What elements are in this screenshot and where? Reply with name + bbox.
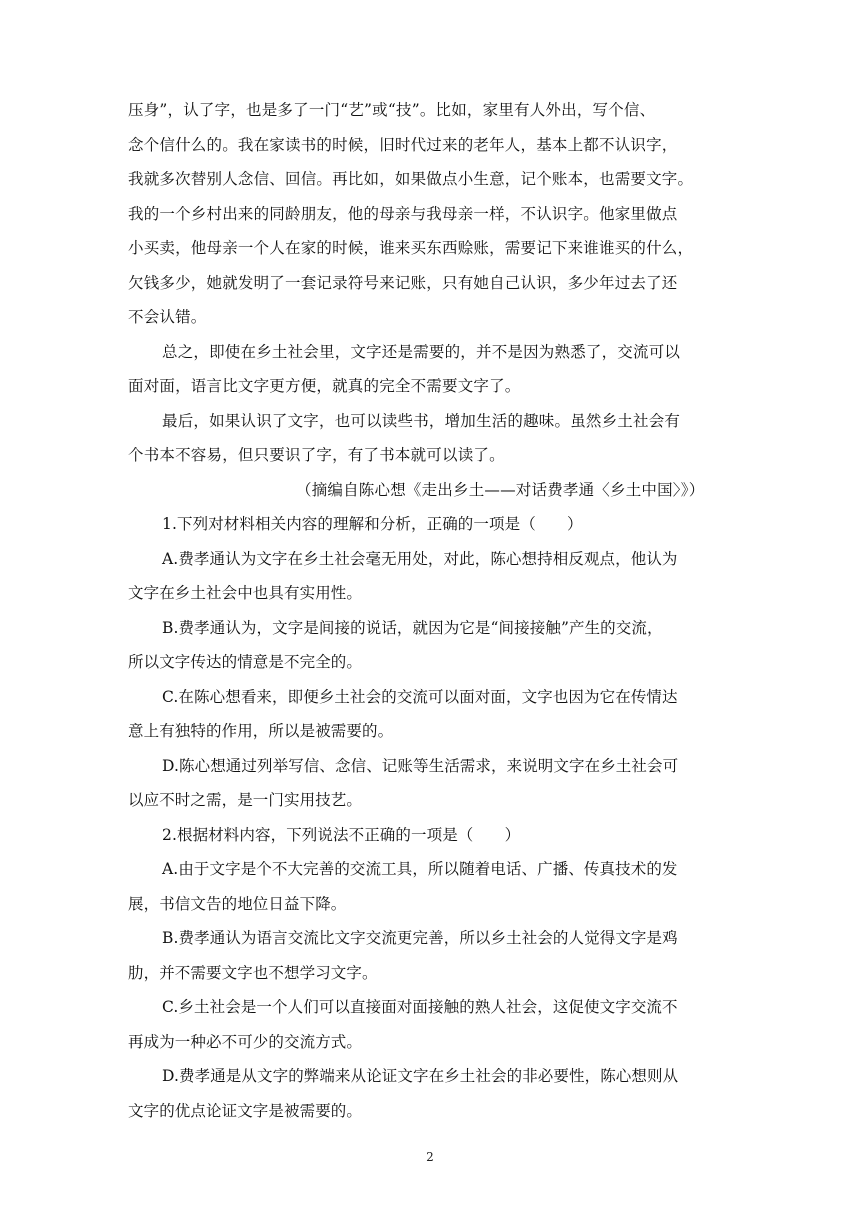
text-line: 我的一个乡村出来的同龄朋友，他的母亲与我母亲一样，不认识字。他家里做点	[128, 204, 678, 223]
option-d	[128, 749, 732, 818]
question-2	[128, 818, 732, 1129]
option-line: B.费孝通认为，文字是间接的说话，就因为它是“间接接触”产生的交流，	[162, 618, 663, 637]
option-line: 文字在乡土社会中也具有实用性。	[128, 584, 363, 602]
option-line: C.乡土社会是一个人们可以直接面对面接触的熟人社会，这促使文字交流不	[162, 998, 678, 1016]
option-line: 所以文字传达的情意是不完全的。	[128, 653, 363, 671]
option-a	[128, 852, 732, 921]
question-1	[128, 507, 732, 818]
passage-paragraph-1	[128, 93, 732, 335]
option-line: A.由于文字是个不大完善的交流工具，所以随着电话、广播、传真技术的发	[162, 860, 678, 878]
option-line: B.费孝通认为语言交流比文字交流更完善，所以乡土社会的人觉得文字是鸡	[162, 929, 678, 947]
passage-source-citation: （摘编自陈心想《走出乡土——对话费孝通〈乡土中国〉》）	[296, 480, 705, 499]
option-line: D.陈心想通过列举写信、念信、记账等生活需求，来说明文字在乡土社会可	[162, 756, 679, 775]
option-line: 文字的优点论证文字是被需要的。	[128, 1101, 363, 1120]
text-line: 不会认错。	[128, 308, 207, 326]
option-line: 意上有独特的作用，所以是被需要的。	[128, 722, 394, 740]
text-line: 念个信什么的。我在家读书的时候，旧时代过来的老年人，基本上都不认识字，	[128, 135, 678, 154]
page-number: 2	[426, 1150, 434, 1164]
text-line: 总之，即使在乡土社会里，文字还是需要的，并不是因为熟悉了，交流可以	[162, 342, 681, 361]
option-b	[128, 611, 732, 680]
option-line: 以应不时之需，是一门实用技艺。	[128, 791, 363, 809]
option-line: A.费孝通认为文字在乡土社会毫无用处，对此，陈心想持相反观点，他认为	[162, 549, 678, 568]
option-c	[128, 680, 732, 749]
text-line: 小买卖，他母亲一个人在家的时候，谁来买东西赊账，需要记下来谁谁买的什么，	[128, 239, 694, 257]
option-c	[128, 990, 732, 1059]
option-a	[128, 542, 732, 611]
question-stem: 1.下列对材料相关内容的理解和分析，正确的一项是（ ）	[162, 515, 583, 533]
option-line: D.费孝通是从文字的弊端来从论证文字在乡土社会的非必要性，陈心想则从	[162, 1067, 679, 1085]
option-d	[128, 1059, 732, 1128]
text-line: 面对面，语言比文字更方便，就真的完全不需要文字了。	[128, 377, 521, 395]
option-line: 展，书信文告的地位日益下降。	[128, 894, 347, 913]
option-line: C.在陈心想看来，即便乡土社会的交流可以面对面，文字也因为它在传情达	[162, 687, 678, 706]
option-b	[128, 921, 732, 990]
question-stem: 2.根据材料内容，下列说法不正确的一项是（ ）	[162, 825, 521, 844]
text-line: 个书本不容易，但只要识了字，有了书本就可以读了。	[128, 446, 505, 464]
option-line: 肋，并不需要文字也不想学习文字。	[128, 963, 378, 982]
passage-paragraph-3	[128, 404, 732, 473]
text-line: 压身”，认了字，也是多了一门“艺”或“技”。比如，家里有人外出，写个信、	[128, 101, 656, 119]
text-line: 欠钱多少，她就发明了一套记录符号来记账，只有她自己认识，多少年过去了还	[128, 273, 678, 292]
option-line: 再成为一种必不可少的交流方式。	[128, 1032, 363, 1051]
text-line: 最后，如果认识了文字，也可以读些书，增加生活的趣味。虽然乡土社会有	[162, 411, 681, 430]
page-content	[128, 93, 732, 1128]
passage-paragraph-2	[128, 335, 732, 404]
text-line: 我就多次替别人念信、回信。再比如，如果做点小生意，记个账本，也需要文字。	[128, 170, 694, 188]
